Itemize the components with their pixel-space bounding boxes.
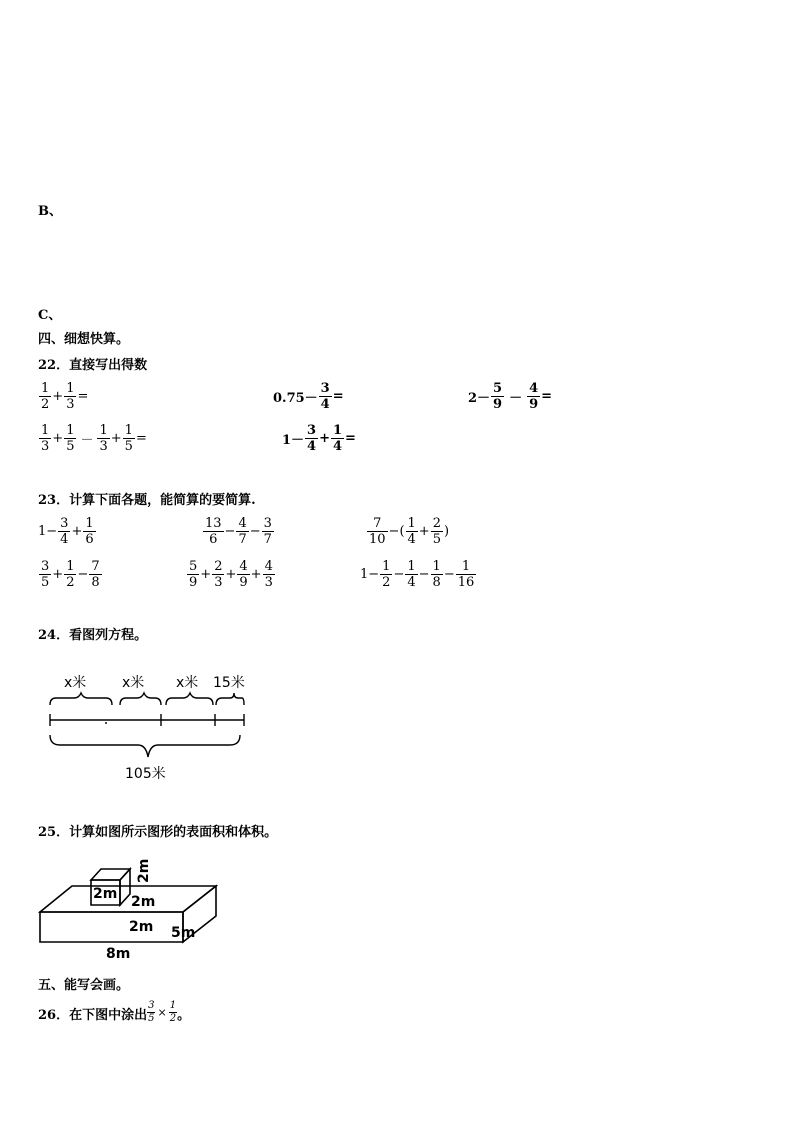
small-cube-side: [120, 869, 130, 905]
fraction: $\frac{1}{5}$: [124, 423, 133, 454]
fraction: $\frac{1}{3}$: [99, 423, 108, 454]
fraction: $\frac{1}{4}$: [407, 559, 416, 590]
q23-expression-4: $\frac{3}{5}$ + $\frac{1}{2}$ − $\frac{7}{8}$: [41, 559, 100, 590]
fraction: $\frac{1}{4}$: [407, 516, 416, 547]
fraction: $\frac{3}{7}$: [263, 516, 272, 547]
fraction: $\frac{13}{6}$: [205, 516, 222, 547]
fraction: $\frac{1}{4}$: [333, 423, 343, 454]
top-brace-3: [166, 693, 213, 705]
q22-expression-3: 2－ $\frac{5}{9}$ － $\frac{4}{9}$ =: [468, 381, 553, 412]
top-brace-4: [216, 693, 244, 705]
fraction: $\frac{7}{10}$: [369, 516, 386, 547]
section-b-label: B、: [38, 204, 62, 219]
total-label: 105米: [125, 766, 166, 782]
q23-expression-5: $\frac{5}{9}$ + $\frac{2}{3}$ + $\frac{4}{9}$ + $\frac{4}{3}$: [189, 559, 273, 590]
fraction: $\frac{3}{5}$: [41, 559, 50, 590]
segment-diagram: [38, 665, 268, 790]
cuboid-figure: [38, 850, 218, 965]
q23-expression-6: 1− $\frac{1}{2}$ − $\frac{1}{4}$ − $\frac{1}{8}$ − $\frac{1}{16}$: [360, 559, 475, 590]
q23-title: 23．计算下面各题，能简算的要简算.: [38, 493, 256, 508]
q24-title: 24．看图列方程。: [38, 628, 148, 643]
fraction: $\frac{7}{8}$: [91, 559, 100, 590]
fraction: $\frac{4}{7}$: [238, 516, 247, 547]
big-cuboid-top: [40, 886, 216, 912]
fraction: $\frac{1}{2}$: [41, 381, 50, 412]
top-brace-1: [50, 693, 112, 705]
small-depth-label: 2m: [131, 894, 156, 910]
fraction: $\frac{5}{9}$: [493, 381, 503, 412]
q26-line: [38, 1000, 190, 1025]
fraction: $\frac{2}{5}$: [432, 516, 441, 547]
segment-label-4: 15米: [213, 675, 245, 691]
fraction: $\frac{1}{5}$: [66, 423, 75, 454]
fraction: $\frac{1}{2}$: [382, 559, 391, 590]
q26-title: 26．在下图中涂出: [38, 1008, 148, 1023]
fraction: $\frac{1}{2}$: [169, 1000, 177, 1024]
section-c-label: C、: [38, 308, 62, 323]
q22-expression-2: 0.75－ $\frac{3}{4}$ =: [273, 381, 344, 412]
fraction: $\frac{5}{9}$: [189, 559, 198, 590]
segment-label-3: x米: [176, 675, 199, 691]
fraction: $\frac{1}{2}$: [66, 559, 75, 590]
q23-expression-1: 1− $\frac{3}{4}$ + $\frac{1}{6}$: [38, 516, 94, 547]
fraction: $\frac{3}{4}$: [307, 423, 317, 454]
fraction: $\frac{1}{6}$: [85, 516, 94, 547]
q26-end: 。: [177, 1008, 191, 1023]
top-brace-2: [120, 693, 161, 705]
fraction: $\frac{4}{3}$: [264, 559, 273, 590]
fraction: $\frac{3}{5}$: [148, 1000, 155, 1024]
fraction: $\frac{1}{16}$: [457, 559, 475, 590]
q23-expression-3: $\frac{7}{10}$ −( $\frac{1}{4}$ + $\frac{2}{5}$ ): [369, 516, 450, 547]
bottom-brace: [50, 735, 240, 757]
fraction: $\frac{4}{9}$: [239, 559, 248, 590]
big-length-label: 8m: [106, 946, 131, 962]
fraction: $\frac{4}{9}$: [529, 381, 539, 412]
fraction: $\frac{3}{4}$: [320, 381, 330, 412]
small-height-label: 2m: [136, 858, 152, 883]
q22-title: 22．直接写出得数: [38, 358, 148, 373]
q25-title: 25．计算如图所示图形的表面积和体积。: [38, 825, 278, 840]
section4-title: 四、细想快算。: [38, 332, 130, 347]
small-front-label: 2m: [93, 886, 118, 902]
big-depth-label: 5m: [171, 925, 196, 941]
big-cuboid-front: [40, 912, 183, 942]
segment-label-2: x米: [122, 675, 145, 691]
big-height-label: 2m: [129, 919, 154, 935]
fraction: $\frac{1}{3}$: [41, 423, 50, 454]
q22-expression-4: $\frac{1}{3}$ + $\frac{1}{5}$ － $\frac{1}{3}$ + $\frac{1}{5}$ =: [41, 423, 147, 454]
q22-expression-5: 1－ $\frac{3}{4}$ + $\frac{1}{4}$ =: [282, 423, 356, 454]
fraction: $\frac{1}{3}$: [66, 381, 75, 412]
fraction: $\frac{2}{3}$: [214, 559, 223, 590]
section5-title: 五、能写会画。: [38, 978, 130, 993]
q22-expression-1: $\frac{1}{2}$ + $\frac{1}{3}$ =: [41, 381, 89, 412]
segment-label-1: x米: [64, 675, 87, 691]
fraction: $\frac{1}{8}$: [432, 559, 441, 590]
times-sign: ×: [157, 1006, 167, 1019]
fraction: $\frac{3}{4}$: [60, 516, 69, 547]
q23-expression-2: $\frac{13}{6}$ − $\frac{4}{7}$ − $\frac{3}{7}$: [205, 516, 272, 547]
